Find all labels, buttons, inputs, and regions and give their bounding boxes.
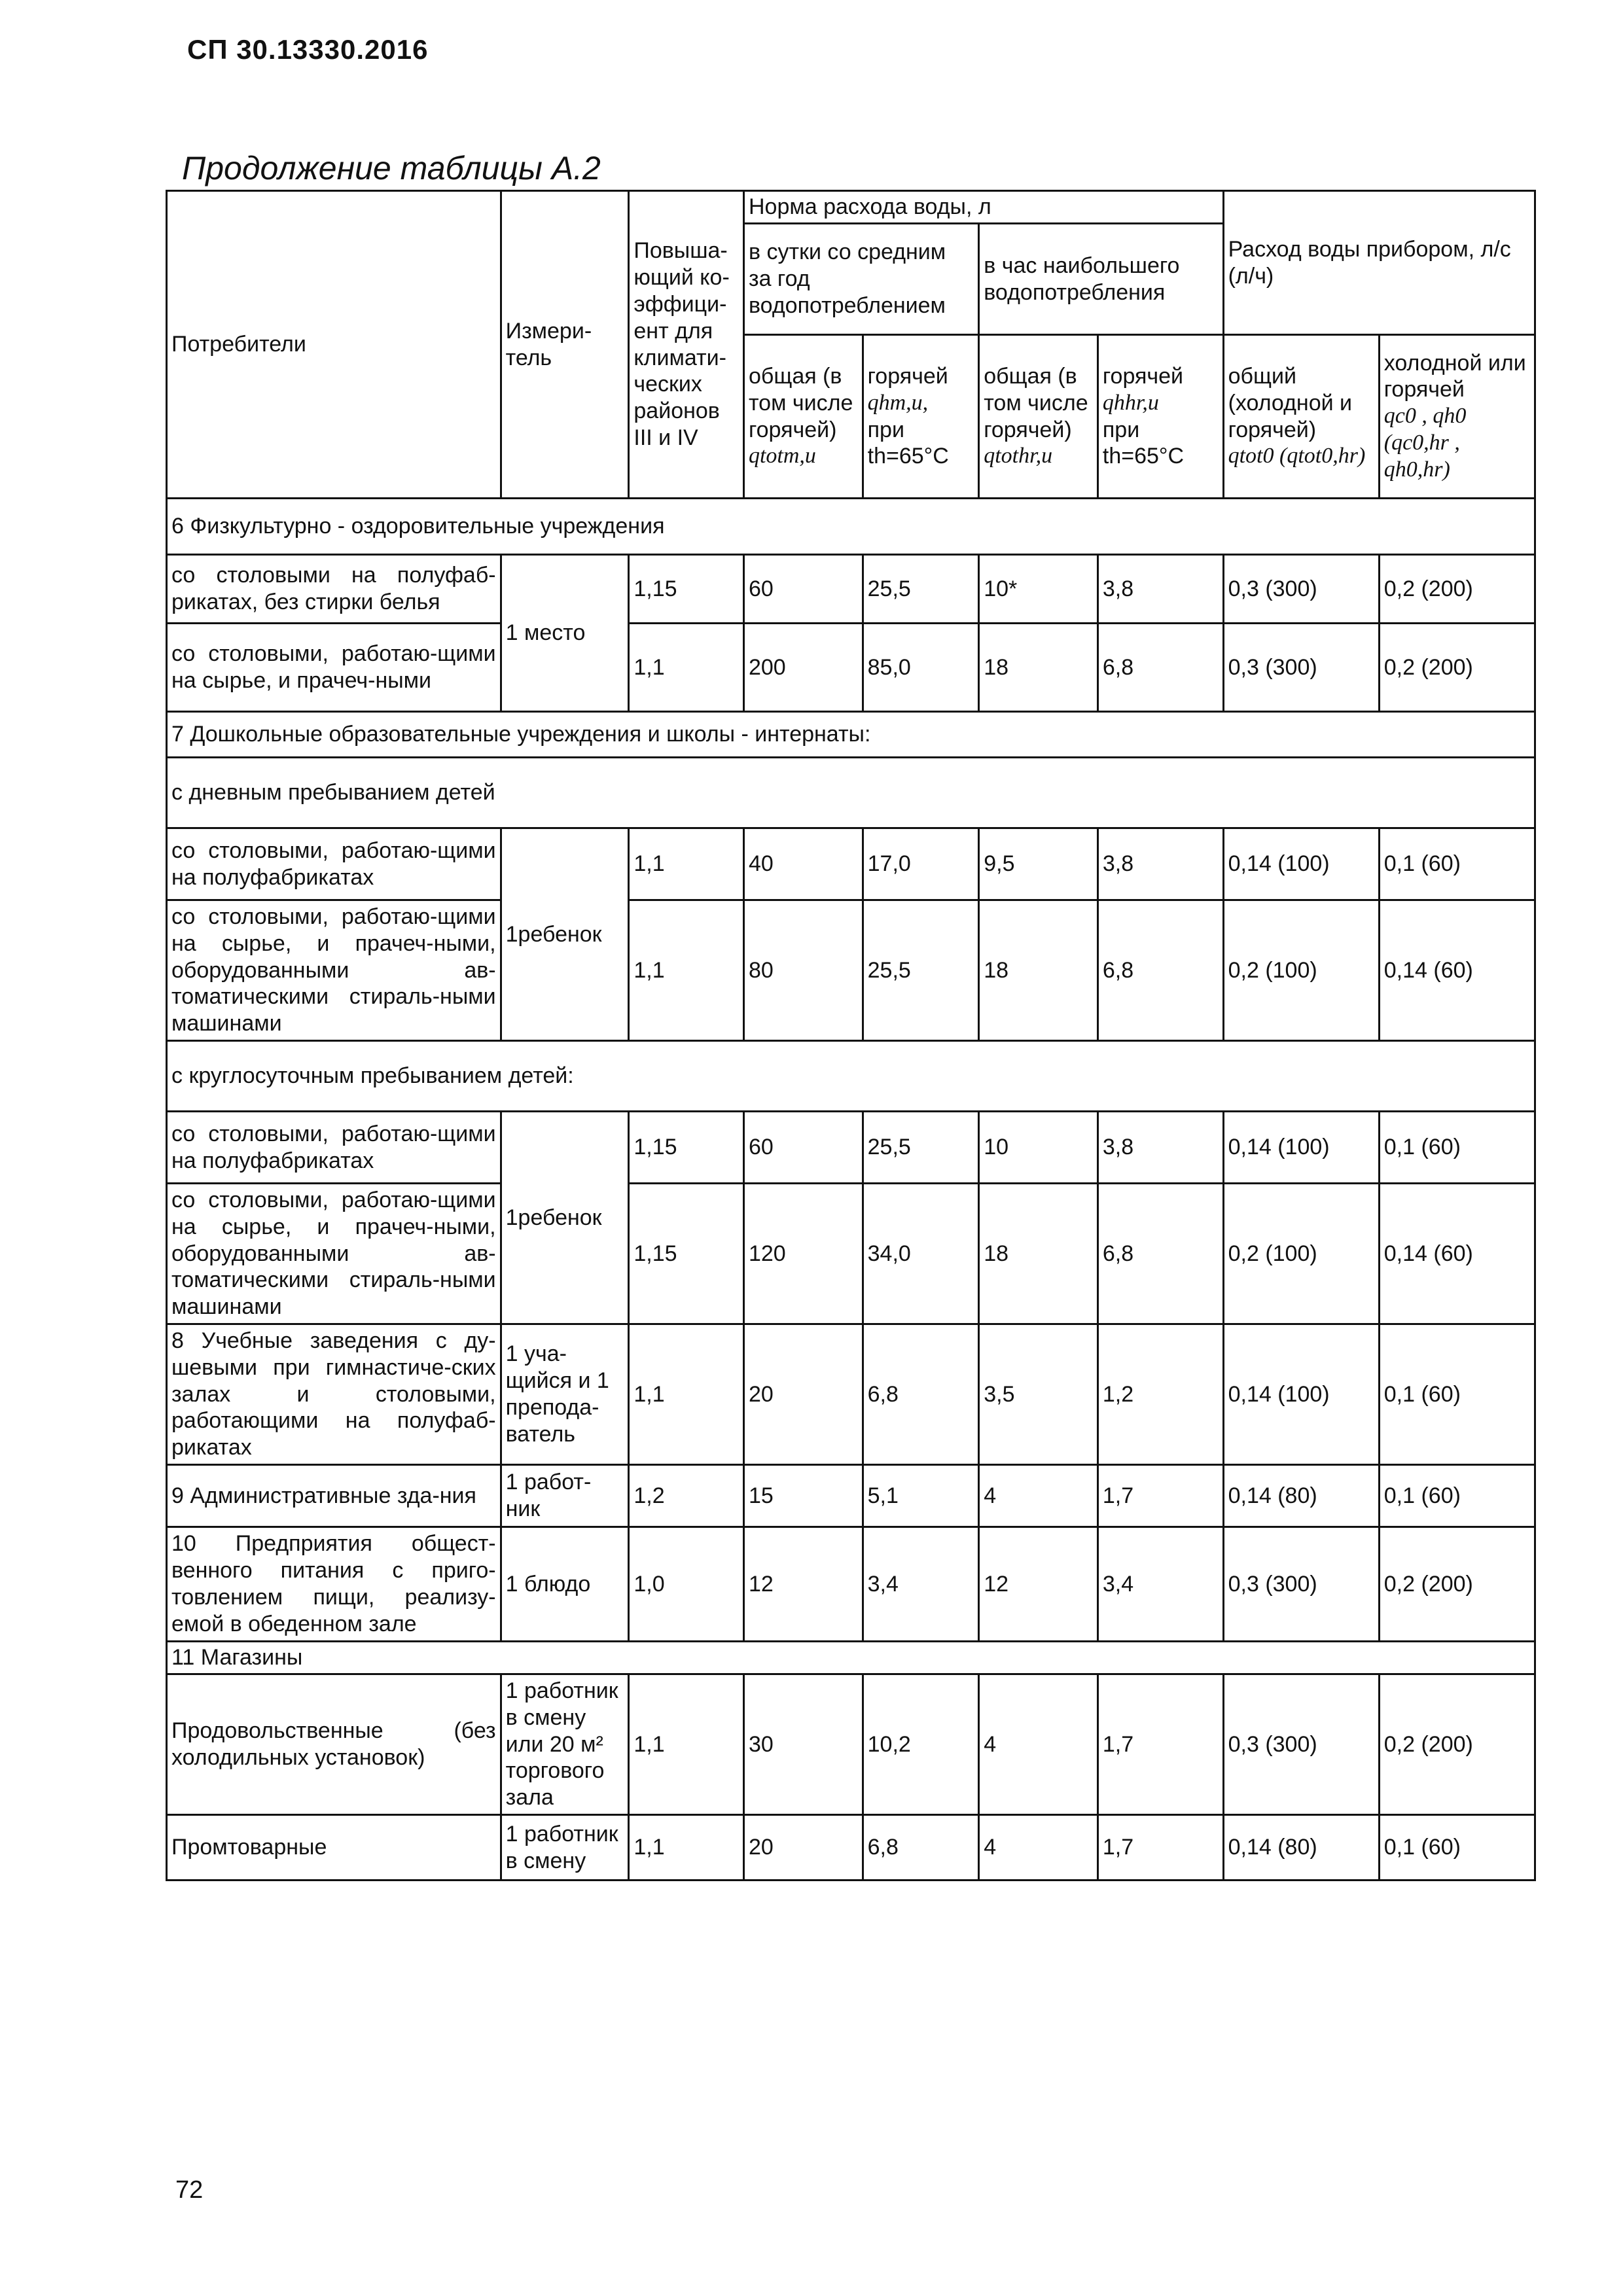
dev-cold-hot-cell: 0,14 (60): [1379, 1184, 1535, 1324]
dev-total-cell: 0,14 (80): [1223, 1465, 1379, 1527]
section-title: 6 Физкультурно - оздоровительные учреждения: [167, 499, 1535, 555]
hour-hot-cell: 3,8: [1097, 555, 1223, 624]
page-number: 72: [175, 2176, 204, 2204]
header-dev-cold-hot-symbol-1: qc0 , qh0: [1383, 404, 1467, 429]
header-hour-hot: [1097, 335, 1223, 499]
day-total-cell: 80: [743, 900, 863, 1041]
day-hot-cell: 3,4: [863, 1527, 979, 1642]
coef-cell: 1,1: [629, 1815, 744, 1881]
coef-cell: 1,1: [629, 1674, 744, 1815]
consumer-cell: 8 Учебные заведения с ду-шевыми при гимнастиче-ских залах и столовыми, работающими на полуфаб-рикатах: [167, 1324, 501, 1465]
day-hot-cell: 17,0: [863, 828, 979, 900]
dev-total-cell: 0,14 (100): [1223, 1112, 1379, 1184]
header-day-hot: [863, 335, 979, 499]
dev-cold-hot-cell: 0,1 (60): [1379, 1324, 1535, 1465]
day-total-cell: 60: [743, 1112, 863, 1184]
header-hour-total: [979, 335, 1098, 499]
day-hot-cell: 6,8: [863, 1324, 979, 1465]
coef-cell: 1,15: [629, 555, 744, 624]
day-total-cell: 20: [743, 1324, 863, 1465]
hour-total-cell: 18: [979, 624, 1098, 712]
hour-total-cell: 4: [979, 1465, 1098, 1527]
dev-total-cell: 0,14 (80): [1223, 1815, 1379, 1881]
subsection-title: с дневным пребыванием детей: [167, 758, 1535, 828]
hour-hot-cell: 3,8: [1097, 828, 1223, 900]
dev-total-cell: 0,3 (300): [1223, 624, 1379, 712]
dev-cold-hot-cell: 0,1 (60): [1379, 1465, 1535, 1527]
hour-hot-cell: 3,4: [1097, 1527, 1223, 1642]
header-dev-total-symbol: qtot0 (qtot0,hr): [1228, 444, 1366, 468]
hour-hot-cell: 6,8: [1097, 1184, 1223, 1324]
dev-total-cell: 0,2 (100): [1223, 1184, 1379, 1324]
consumer-cell: со столовыми, работаю-щими на сырье, и прачеч-ными, оборудованными ав-томатическими стираль-ными машинами: [167, 1184, 501, 1324]
hour-total-cell: 4: [979, 1815, 1098, 1881]
coef-cell: 1,1: [629, 828, 744, 900]
consumer-cell: со столовыми, работаю-щими на сырье, и прачеч-ными: [167, 624, 501, 712]
header-dev-cold-hot: [1379, 335, 1535, 499]
consumer-cell: 10 Предприятия общест-венного питания с приго-товлением пищи, реализу-емой в обеденном зале: [167, 1527, 501, 1642]
dev-cold-hot-cell: 0,1 (60): [1379, 828, 1535, 900]
coef-cell: 1,1: [629, 624, 744, 712]
day-total-cell: 120: [743, 1184, 863, 1324]
hour-hot-cell: 6,8: [1097, 624, 1223, 712]
dev-cold-hot-cell: 0,1 (60): [1379, 1815, 1535, 1881]
hour-hot-cell: 6,8: [1097, 900, 1223, 1041]
hour-total-cell: 4: [979, 1674, 1098, 1815]
hour-hot-cell: 1,7: [1097, 1465, 1223, 1527]
hour-hot-cell: 3,8: [1097, 1112, 1223, 1184]
unit-cell: 1 место: [501, 555, 629, 712]
header-day-total: [743, 335, 863, 499]
unit-cell: 1 работ-ник: [501, 1465, 629, 1527]
day-hot-cell: 25,5: [863, 1112, 979, 1184]
header-device-flow: Расход воды прибором, л/с (л/ч): [1223, 191, 1535, 335]
day-total-cell: 200: [743, 624, 863, 712]
dev-cold-hot-cell: 0,14 (60): [1379, 900, 1535, 1041]
header-day-total-text: общая (в том числе горячей): [748, 363, 853, 442]
header-per-hour: в час наибольшего водопотребления: [979, 224, 1223, 335]
unit-cell: 1 блюдо: [501, 1527, 629, 1642]
hour-total-cell: 10*: [979, 555, 1098, 624]
consumer-cell: со столовыми, работаю-щими на полуфабрикатах: [167, 828, 501, 900]
day-hot-cell: 25,5: [863, 900, 979, 1041]
coef-cell: 1,0: [629, 1527, 744, 1642]
coef-cell: 1,2: [629, 1465, 744, 1527]
header-dev-cold-hot-text: холодной или горячей: [1383, 350, 1526, 402]
dev-cold-hot-cell: 0,2 (200): [1379, 1674, 1535, 1815]
consumer-cell: со столовыми на полуфаб-рикатах, без стирки белья: [167, 555, 501, 624]
day-total-cell: 20: [743, 1815, 863, 1881]
header-consumers: Потребители: [167, 191, 501, 499]
dev-total-cell: 0,14 (100): [1223, 828, 1379, 900]
day-total-cell: 12: [743, 1527, 863, 1642]
hour-hot-cell: 1,7: [1097, 1674, 1223, 1815]
hour-total-cell: 9,5: [979, 828, 1098, 900]
hour-hot-cell: 1,2: [1097, 1324, 1223, 1465]
header-dev-cold-hot-symbol-2: (qc0,hr , qh0,hr): [1383, 430, 1460, 482]
unit-cell: 1 работник в смену: [501, 1815, 629, 1881]
day-total-cell: 30: [743, 1674, 863, 1815]
header-day-hot-text: горячей: [867, 363, 948, 389]
header-hour-total-symbol: qtothr,u: [984, 444, 1053, 468]
day-total-cell: 15: [743, 1465, 863, 1527]
section-title: 7 Дошкольные образовательные учреждения и школы - интернаты:: [167, 712, 1535, 758]
hour-total-cell: 18: [979, 1184, 1098, 1324]
header-hour-hot-condition: при th=65°С: [1102, 417, 1185, 469]
consumer-cell: 9 Административные зда-ния: [167, 1465, 501, 1527]
subsection-title: с круглосуточным пребыванием детей:: [167, 1041, 1535, 1112]
water-consumption-table: [166, 190, 1536, 1881]
document-code: СП 30.13330.2016: [187, 34, 429, 65]
coef-cell: 1,1: [629, 1324, 744, 1465]
day-total-cell: 60: [743, 555, 863, 624]
day-total-cell: 40: [743, 828, 863, 900]
dev-total-cell: 0,3 (300): [1223, 1527, 1379, 1642]
dev-cold-hot-cell: 0,2 (200): [1379, 1527, 1535, 1642]
hour-total-cell: 3,5: [979, 1324, 1098, 1465]
dev-total-cell: 0,14 (100): [1223, 1324, 1379, 1465]
table-caption: Продолжение таблицы А.2: [182, 150, 601, 186]
section-title: 11 Магазины: [167, 1642, 1535, 1674]
consumer-cell: со столовыми, работаю-щими на полуфабрикатах: [167, 1112, 501, 1184]
unit-cell: 1ребенок: [501, 1112, 629, 1324]
header-day-total-symbol: qtotm,u: [748, 444, 816, 468]
dev-cold-hot-cell: 0,2 (200): [1379, 624, 1535, 712]
coef-cell: 1,15: [629, 1184, 744, 1324]
dev-total-cell: 0,3 (300): [1223, 1674, 1379, 1815]
header-hour-total-text: общая (в том числе горячей): [984, 363, 1088, 442]
header-coefficient: Повыша-ющий ко-эффици-ент для климати-ческих районов III и IV: [629, 191, 744, 499]
header-dev-total-text: общий (холодной и горячей): [1228, 363, 1353, 442]
header-water-norm: Норма расхода воды, л: [743, 191, 1223, 224]
coef-cell: 1,1: [629, 900, 744, 1041]
day-hot-cell: 25,5: [863, 555, 979, 624]
day-hot-cell: 10,2: [863, 1674, 979, 1815]
header-dev-total: [1223, 335, 1379, 499]
hour-total-cell: 12: [979, 1527, 1098, 1642]
dev-cold-hot-cell: 0,2 (200): [1379, 555, 1535, 624]
day-hot-cell: 5,1: [863, 1465, 979, 1527]
consumer-cell: со столовыми, работаю-щими на сырье, и прачеч-ными, оборудованными ав-томатическими стираль-ными машинами: [167, 900, 501, 1041]
unit-cell: 1ребенок: [501, 828, 629, 1041]
hour-hot-cell: 1,7: [1097, 1815, 1223, 1881]
dev-total-cell: 0,3 (300): [1223, 555, 1379, 624]
header-hour-hot-text: горячей: [1102, 363, 1183, 389]
hour-total-cell: 18: [979, 900, 1098, 1041]
unit-cell: 1 работник в смену или 20 м² торгового зала: [501, 1674, 629, 1815]
day-hot-cell: 34,0: [863, 1184, 979, 1324]
header-per-day: в сутки со средним за год водопотреблением: [743, 224, 978, 335]
coef-cell: 1,15: [629, 1112, 744, 1184]
hour-total-cell: 10: [979, 1112, 1098, 1184]
header-unit: Измери-тель: [501, 191, 629, 499]
header-hour-hot-symbol: qhhr,u: [1102, 390, 1159, 415]
consumer-cell: Промтоварные: [167, 1815, 501, 1881]
dev-cold-hot-cell: 0,1 (60): [1379, 1112, 1535, 1184]
header-day-hot-symbol: qhm,u,: [867, 390, 929, 415]
dev-total-cell: 0,2 (100): [1223, 900, 1379, 1041]
header-day-hot-condition: при th=65°С: [867, 417, 949, 469]
day-hot-cell: 6,8: [863, 1815, 979, 1881]
day-hot-cell: 85,0: [863, 624, 979, 712]
unit-cell: 1 уча-щийся и 1 препода-ватель: [501, 1324, 629, 1465]
consumer-cell: Продовольственные (без холодильных установок): [167, 1674, 501, 1815]
